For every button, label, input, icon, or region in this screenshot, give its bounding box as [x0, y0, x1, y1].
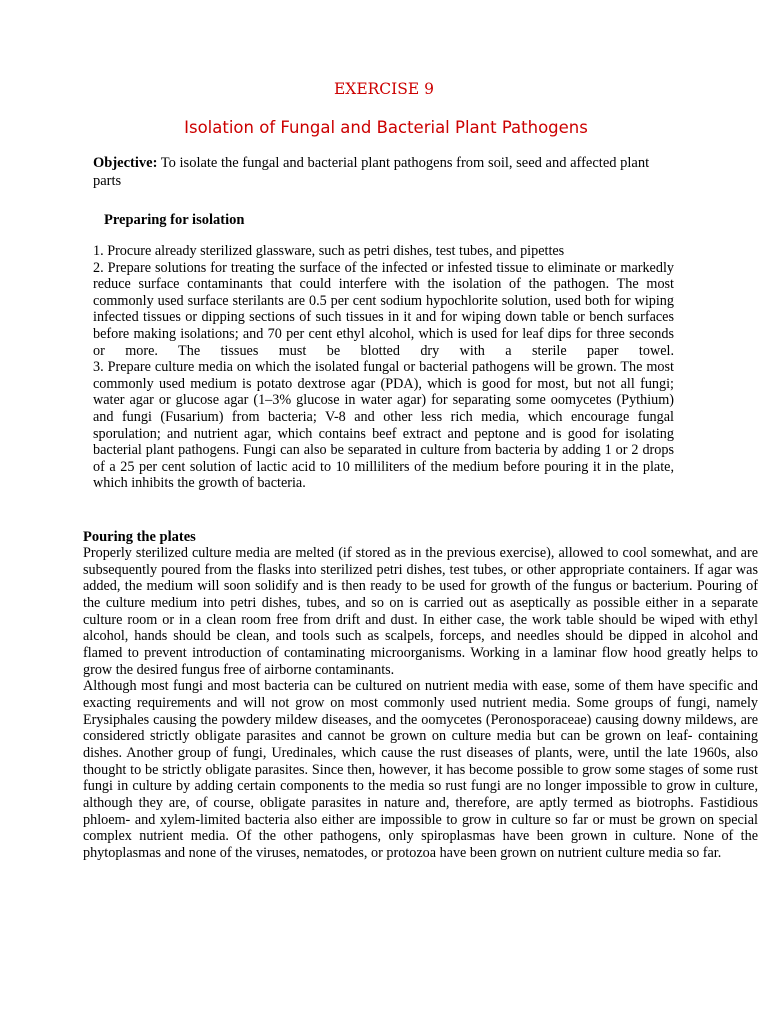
preparing-list — [93, 243, 674, 492]
preparing-heading: Preparing for isolation — [104, 212, 245, 228]
list-item: 1. Procure already sterilized glassware, such as petri dishes, test tubes, and pipettes — [93, 243, 565, 259]
pouring-section — [83, 545, 758, 861]
list-item: 2. Prepare solutions for treating the surface of the infected or infested tissue to eliminate or markedly reduce surface contaminants that could interfere with the isolation of the pathogen. The most commonly used surface sterilants are 0.5 per cent sodium hypochlorite solution, used both for wiping infected tissues or dipping sections of such tissues in it and for wiping down table or bench surfaces before making isolations; and 70 per cent ethyl alcohol, which is used for leaf dips for three seconds or more. The tissues must be blotted dry with a sterile paper towel. — [93, 259, 674, 359]
page-title: Isolation of Fungal and Bacterial Plant Pathogens — [184, 118, 588, 137]
objective-text: To isolate the fungal and bacterial plant pathogens from soil, seed and affected plant parts — [93, 155, 650, 189]
list-item: 3. Prepare culture media on which the isolated fungal or bacterial pathogens will be grown. The most commonly used medium is potato dextrose agar (PDA), which is good for most, but not all fungi; water agar or glucose agar (1–3% glucose in water agar) for separating some oomycetes (Pythium) and fungi (Fusarium) from bacteria; V-8 and other less rich media, which encourage fungal sporulation; and nutrient agar, which contains beef extract and peptone and is good for isolating bacterial plant pathogens. Fungi can also be separated in culture from bacteria by adding 1 or 2 drops of a 25 per cent solution of lactic acid to 10 milliliters of the medium before pouring it in the plate, which inhibits the growth of bacteria. — [93, 359, 674, 492]
paragraph: Although most fungi and most bacteria can be cultured on nutrient media with ease, some of them have specific and exacting requirements and will not grow on most commonly used nutrient media. Some groups of fungi, namely Erysiphales causing the powdery mildew diseases, and the oomycetes (Peronosporaceae) causing downy mildews, are considered strictly obligate parasites and cannot be grown on culture media but can be grown on leaf- containing dishes. Another group of fungi, Uredinales, which cause the rust diseases of plants, were, until the late 1960s, also thought to be strictly obligate parasites. Since then, however, it has become possible to grow some stages of some rust fungi in culture by adding certain components to the media so rust fungi are no longer impossible to grow in culture, although they are, of course, obligate parasites in nature and, therefore, are aptly termed as biotrophs. Fastidious phloem- and xylem-limited bacteria also either are impossible to grow in culture so far or must be grown on special complex nutrient media. Of the other pathogens, only spiroplasmas have been grown in culture. None of the phytoplasmas and none of the viruses, nematodes, or protozoa have been grown on nutrient culture media so far. — [83, 678, 758, 861]
paragraph: Properly sterilized culture media are melted (if stored as in the previous exercise), allowed to cool somewhat, and are subsequently poured from the flasks into sterilized petri dishes, test tubes, or other appropriate containers. If agar was added, the medium will soon solidify and is then ready to be used for growth of the fungus or bacterium. Pouring of the culture medium into petri dishes, tubes, and so on is carried out as aseptically as possible either in a separate culture room or in a clean room free from drift and dust. In either case, the work table should be wiped with ethyl alcohol, hands should be clean, and tools such as scalpels, forceps, and needles should be dipped in alcohol and flamed to prevent introduction of contaminating microorganisms. Working in a laminar flow hood greatly helps to grow the desired fungus free of airborne contaminants. — [83, 545, 758, 678]
pouring-heading: Pouring the plates — [83, 529, 196, 545]
objective — [93, 154, 673, 190]
exercise-number: EXERCISE 9 — [333, 80, 435, 98]
objective-label: Objective: — [93, 155, 158, 171]
